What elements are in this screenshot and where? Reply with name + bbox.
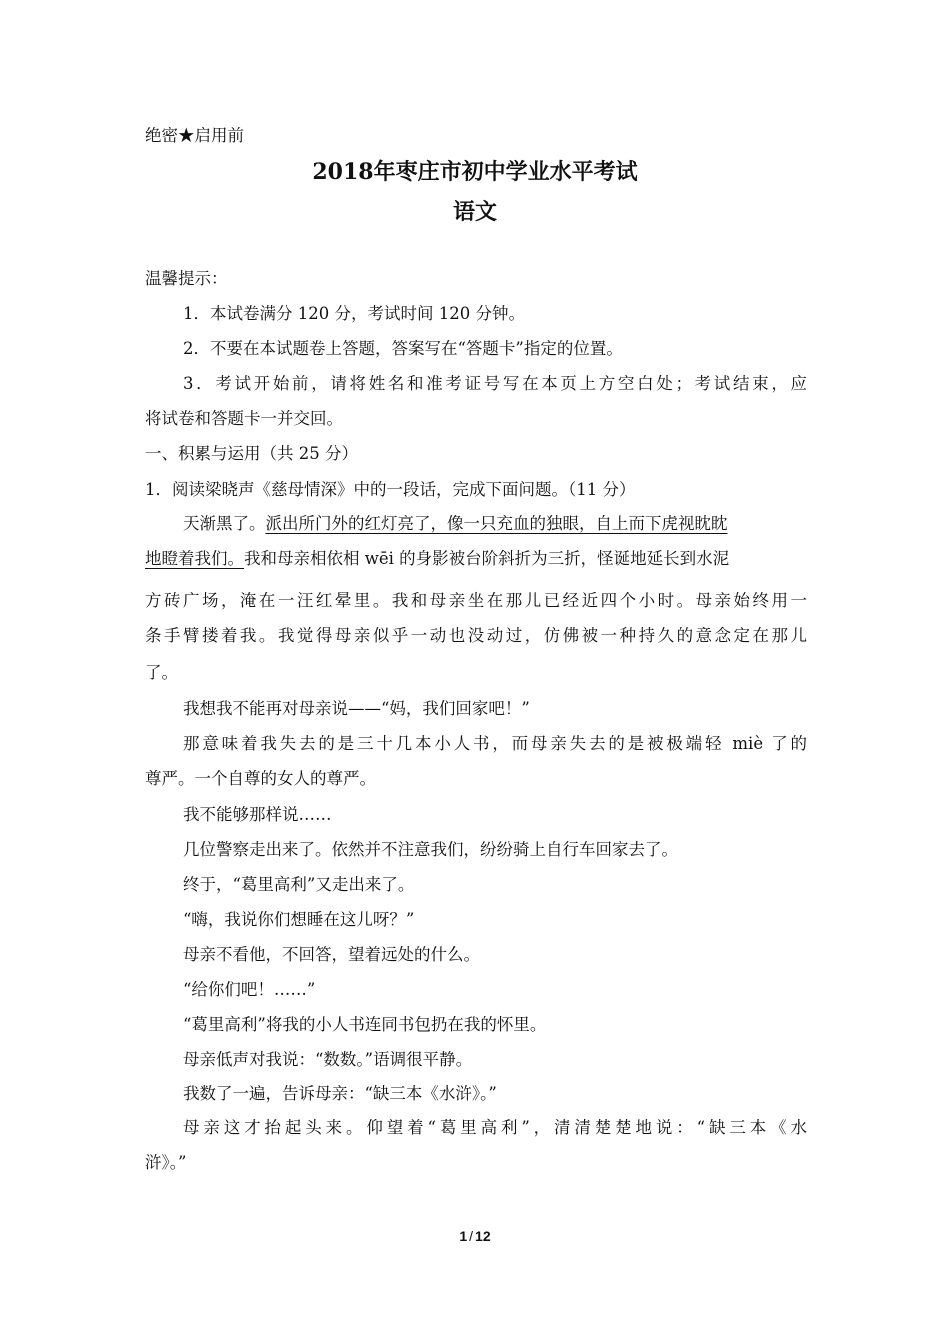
passage-text: 天渐黑了。 [183, 514, 266, 533]
current-page: 1 [459, 1228, 468, 1244]
passage-line: 浒》。” [145, 1153, 187, 1172]
passage-line: 尊严。一个自尊的女人的尊严。 [145, 769, 376, 788]
passage-line [183, 512, 807, 536]
passage-line [145, 547, 807, 571]
passage-line: 方砖广场，淹在一汪红晕里。我和母亲坐在那儿已经近四个小时。母亲始终用一 [145, 591, 807, 610]
tip-item-1: 1．本试卷满分 120 分，考试时间 120 分钟。 [183, 304, 525, 323]
total-pages: 12 [475, 1228, 491, 1244]
page-number [0, 1228, 950, 1244]
passage-paragraph: 母亲低声对我说：“数数。”语调很平静。 [183, 1050, 473, 1069]
exam-title: 2018年枣庄市初中学业水平考试 [312, 159, 638, 185]
underlined-sentence: 派出所门外的红灯亮了，像一只充血的独眼，自上而下虎视眈眈 [265, 514, 728, 533]
passage-paragraph: 几位警察走出来了。依然并不注意我们，纷纷骑上自行车回家去了。 [183, 840, 678, 859]
passage-line: 条手臂搂着我。我觉得母亲似乎一动也没动过，仿佛被一种持久的意念定在那儿 [145, 626, 807, 645]
passage-text: 我和母亲相依相 wēi 的身影被台阶斜折为三折，怪诞地延长到水泥 [244, 549, 730, 568]
tip-item-3-cont: 将试卷和答题卡一并交回。 [145, 409, 343, 428]
passage-paragraph: 终于，“葛里高利”又走出来了。 [183, 875, 415, 894]
passage-paragraph: 母亲这才抬起头来。仰望着“葛里高利”，清清楚楚地说：“缺三本《水 [183, 1118, 807, 1137]
section-heading: 一、积累与运用（共 25 分） [145, 444, 358, 463]
passage-paragraph: “给你们吧！……” [183, 980, 316, 999]
underlined-sentence: 地瞪着我们。 [145, 549, 244, 568]
subject-title: 语文 [452, 199, 497, 225]
passage-line: 了。 [145, 663, 178, 682]
passage-paragraph: “嗨，我说你们想睡在这儿呀？” [183, 910, 415, 929]
passage-paragraph: 那意味着我失去的是三十几本小人书，而母亲失去的是被极端轻 miè 了的 [183, 734, 807, 753]
passage-paragraph: 我想我不能再对母亲说——“妈，我们回家吧！” [183, 699, 530, 718]
tips-heading: 温馨提示： [145, 269, 228, 288]
page-separator: / [469, 1228, 474, 1244]
passage-paragraph: 母亲不看他，不回答，望着远处的什么。 [183, 945, 480, 964]
question-1: 1．阅读梁晓声《慈母情深》中的一段话，完成下面问题。（11 分） [145, 480, 636, 499]
tip-item-2: 2．不要在本试题卷上答题，答案写在“答题卡”指定的位置。 [183, 339, 623, 358]
tip-item-3: 3．考试开始前，请将姓名和准考证号写在本页上方空白处；考试结束，应 [183, 374, 807, 393]
secret-label: 绝密★启用前 [145, 126, 244, 145]
passage-paragraph: 我数了一遍，告诉母亲：“缺三本《水浒》。” [183, 1084, 497, 1103]
passage-paragraph: “葛里高利”将我的小人书连同书包扔在我的怀里。 [183, 1015, 547, 1034]
passage-paragraph: 我不能够那样说…… [183, 805, 332, 824]
